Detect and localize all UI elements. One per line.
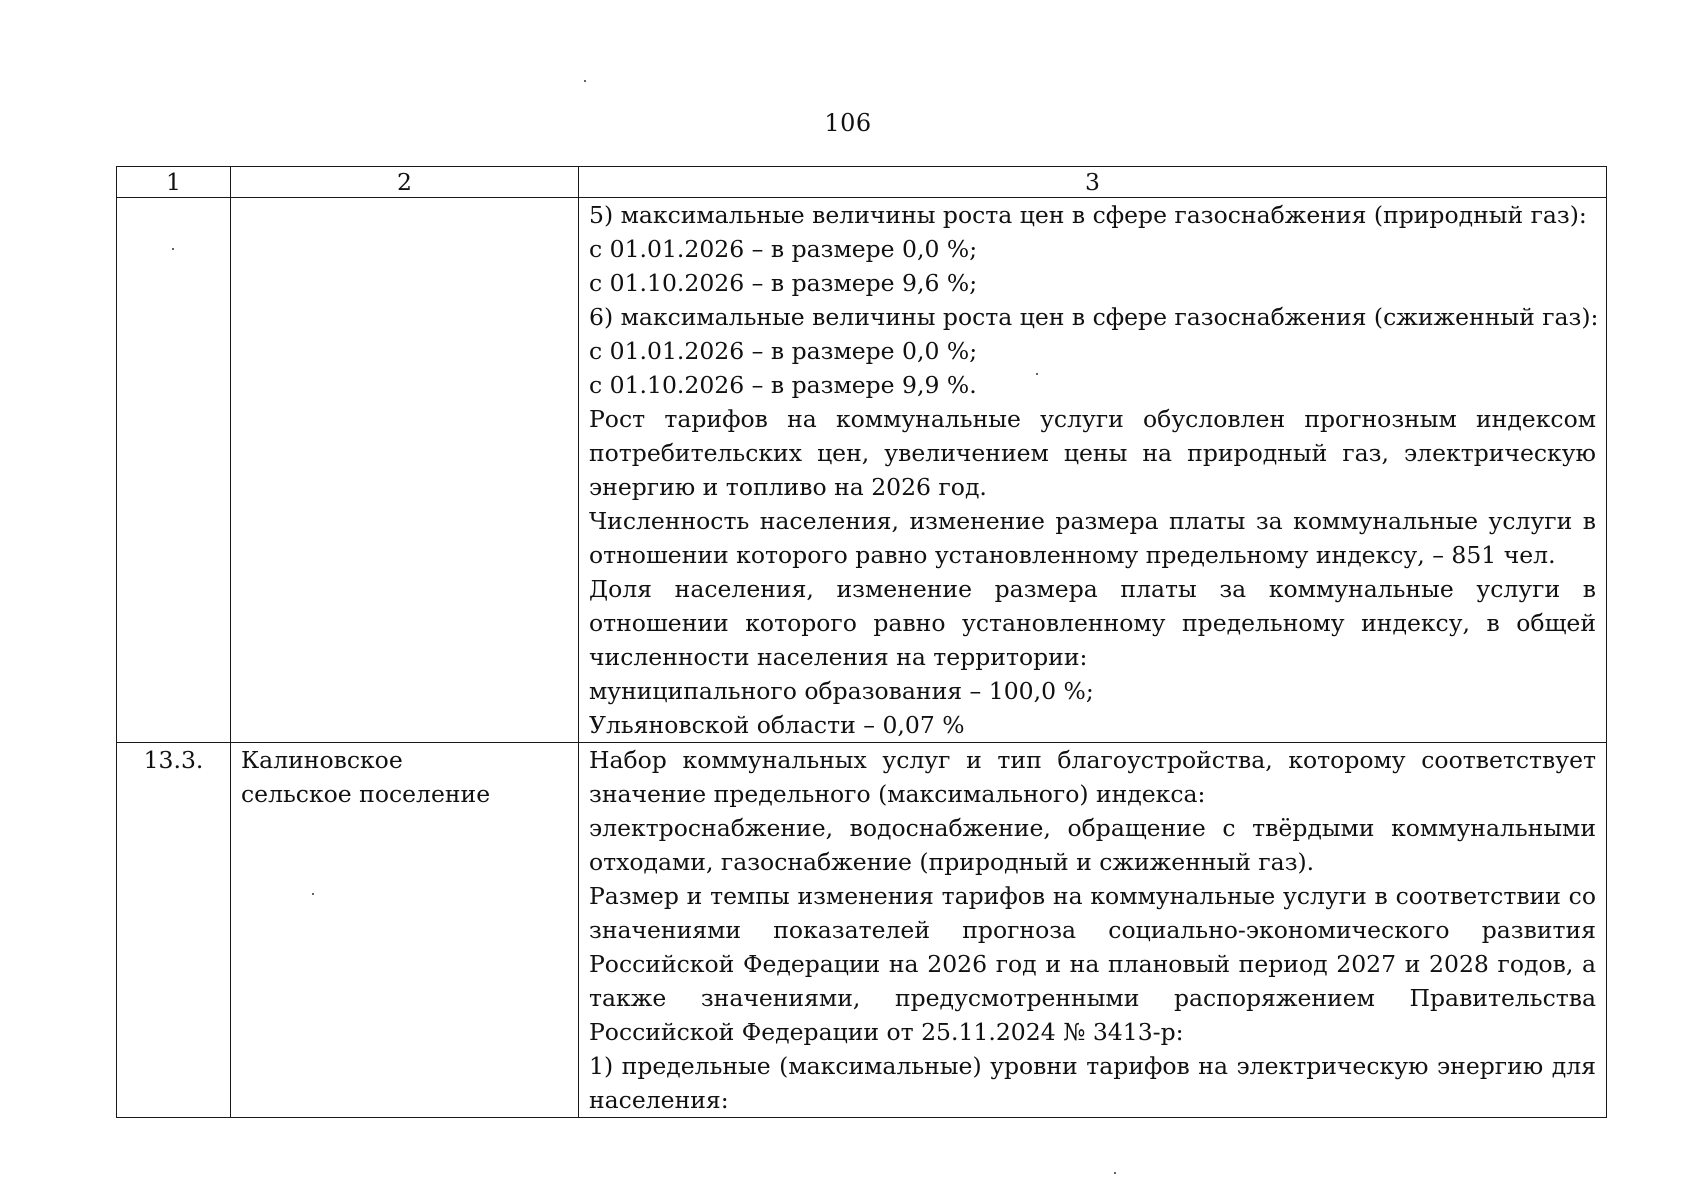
header-col-2: 2: [231, 167, 579, 198]
scan-speck: [1036, 373, 1038, 375]
gas-liquefied-heading: 6) максимальные величины роста цен в сфере газоснабжения (сжиженный газ):: [589, 303, 1599, 331]
header-col-3: 3: [579, 167, 1607, 198]
gas-liquefied-rate-2: с 01.10.2026 – в размере 9,9 %.: [589, 371, 977, 399]
page-number: 106: [824, 109, 872, 137]
row-number-cell: [117, 198, 231, 743]
tariff-size-paragraph: Размер и темпы изменения тарифов на коммунальные услуги в соответствии со значениями показателей прогноза социально-экономического развития Российской Федерации на 2026 год и на плановый период 2027 и 2028 годов, а также значениями, предусмотренными распоряжением Правительства Российской Федерации от 25.11.2024 № 3413-р:: [589, 882, 1596, 1046]
gas-natural-rate-2: с 01.10.2026 – в размере 9,6 %;: [589, 269, 978, 297]
row-content-cell: [579, 198, 1607, 743]
share-region: Ульяновской области – 0,07 %: [589, 711, 965, 739]
row-number-cell: 13.3.: [117, 743, 231, 1118]
population-share-paragraph: Доля населения, изменение размера платы за коммунальные услуги в отношении которого равно установленному предельному индексу, в общей численности населения на территории:: [589, 575, 1596, 671]
row-content-cell: [579, 743, 1607, 1118]
header-col-1: 1: [117, 167, 231, 198]
gas-natural-rate-1: с 01.01.2026 – в размере 0,0 %;: [589, 235, 978, 263]
electricity-tariff-paragraph: 1) предельные (максимальные) уровни тарифов на электрическую энергию для населения:: [589, 1052, 1596, 1114]
tariff-table: [116, 166, 1607, 1118]
table-row-continuation: [117, 198, 1607, 743]
services-set-paragraph: Набор коммунальных услуг и тип благоустройства, которому соответствует значение предельного (максимального) индекса:: [589, 746, 1596, 808]
table-header-row: [117, 167, 1607, 198]
scan-speck: [1114, 1172, 1116, 1174]
population-count-paragraph: Численность населения, изменение размера платы за коммунальные услуги в отношении которого равно установленному предельному индексу, – 851 чел.: [589, 507, 1596, 569]
gas-natural-heading: 5) максимальные величины роста цен в сфере газоснабжения (природный газ):: [589, 201, 1587, 229]
gas-liquefied-rate-1: с 01.01.2026 – в размере 0,0 %;: [589, 337, 978, 365]
services-list-paragraph: электроснабжение, водоснабжение, обращение с твёрдыми коммунальными отходами, газоснабжение (природный и сжиженный газ).: [589, 814, 1596, 876]
table-row-13-3: [117, 743, 1607, 1118]
row-name-cell: [231, 743, 579, 1118]
settlement-name-line-1: Калиновское: [241, 746, 403, 774]
settlement-name-line-2: сельское поселение: [241, 780, 491, 808]
scan-speck: [172, 248, 174, 250]
row-name-cell: [231, 198, 579, 743]
tariff-growth-paragraph: Рост тарифов на коммунальные услуги обусловлен прогнозным индексом потребительских цен, увеличением цены на природный газ, электрическую энергию и топливо на 2026 год.: [589, 405, 1596, 501]
scan-speck: [584, 80, 586, 82]
share-municipal: муниципального образования – 100,0 %;: [589, 677, 1094, 705]
scan-speck: [312, 893, 314, 895]
